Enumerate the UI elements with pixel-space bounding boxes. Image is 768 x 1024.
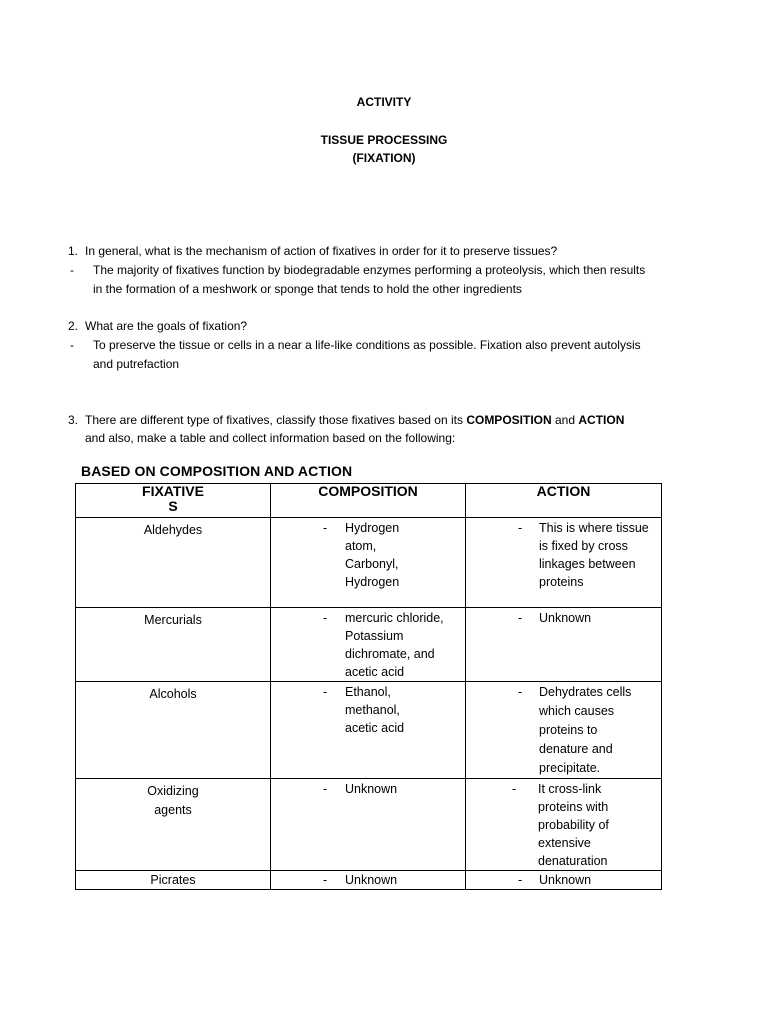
action-cell: - Unknown <box>466 871 662 890</box>
question-number: 2. <box>68 319 79 333</box>
fixative-cell: Picrates <box>76 871 271 890</box>
answer-marker: - <box>70 263 74 277</box>
table-header-row <box>76 484 662 518</box>
question-text: In general, what is the mechanism of action of fixatives in order for it to preserve tissues? <box>85 244 558 258</box>
table-row <box>76 779 662 871</box>
answer-1 <box>68 261 668 301</box>
action-cell: - It cross-link proteins with probability of extensive denaturation <box>466 779 662 871</box>
question-1 <box>68 242 668 260</box>
composition-cell: - Hydrogen atom, Carbonyl, Hydrogen <box>271 518 466 608</box>
fixative-cell: Aldehydes <box>76 518 271 608</box>
column-header-action: ACTION <box>466 484 662 518</box>
answer-text: To preserve the tissue or cells in a near a life-like conditions as possible. Fixation also prevent autolysis and putrefaction <box>93 338 641 371</box>
fixative-cell: Mercurials <box>76 608 271 682</box>
document-title: TISSUE PROCESSING <box>320 133 448 147</box>
action-cell: - Unknown <box>466 608 662 682</box>
table-row <box>76 608 662 682</box>
table-heading: BASED ON COMPOSITION AND ACTION <box>81 463 353 479</box>
action-cell: - Dehydrates cells which causes proteins to denature and precipitate. <box>466 682 662 779</box>
column-header-fixatives: FIXATIVE S <box>76 484 271 518</box>
composition-cell: - Unknown <box>271 779 466 871</box>
fixative-cell: Oxidizing agents <box>76 779 271 871</box>
composition-cell: - Ethanol, methanol, acetic acid <box>271 682 466 779</box>
column-header-composition: COMPOSITION <box>271 484 466 518</box>
question-number: 1. <box>68 244 79 258</box>
fixative-cell: Alcohols <box>76 682 271 779</box>
question-3 <box>68 411 668 451</box>
table-row <box>76 871 662 890</box>
answer-2 <box>68 336 668 376</box>
action-cell: - This is where tissue is fixed by cross linkages between proteins <box>466 518 662 608</box>
question-2 <box>68 317 668 335</box>
question-text: What are the goals of fixation? <box>85 319 248 333</box>
question-text: There are different type of fixatives, classify those fixatives based on its COMPOSITION and ACTION and also, make a table and collect information based on the following: <box>85 413 625 445</box>
composition-cell: - mercuric chloride, Potassium dichromate, and acetic acid <box>271 608 466 682</box>
answer-marker: - <box>70 338 74 352</box>
question-number: 3. <box>68 413 79 427</box>
composition-cell: - Unknown <box>271 871 466 890</box>
answer-text: The majority of fixatives function by biodegradable enzymes performing a proteolysis, which then results in the formation of a meshwork or sponge that tends to hold the other ingredients <box>93 263 646 296</box>
table-row <box>76 682 662 779</box>
table-row <box>76 518 662 608</box>
document-subtitle: (FIXATION) <box>352 151 416 165</box>
fixatives-table <box>75 483 662 890</box>
activity-label: ACTIVITY <box>356 95 412 109</box>
